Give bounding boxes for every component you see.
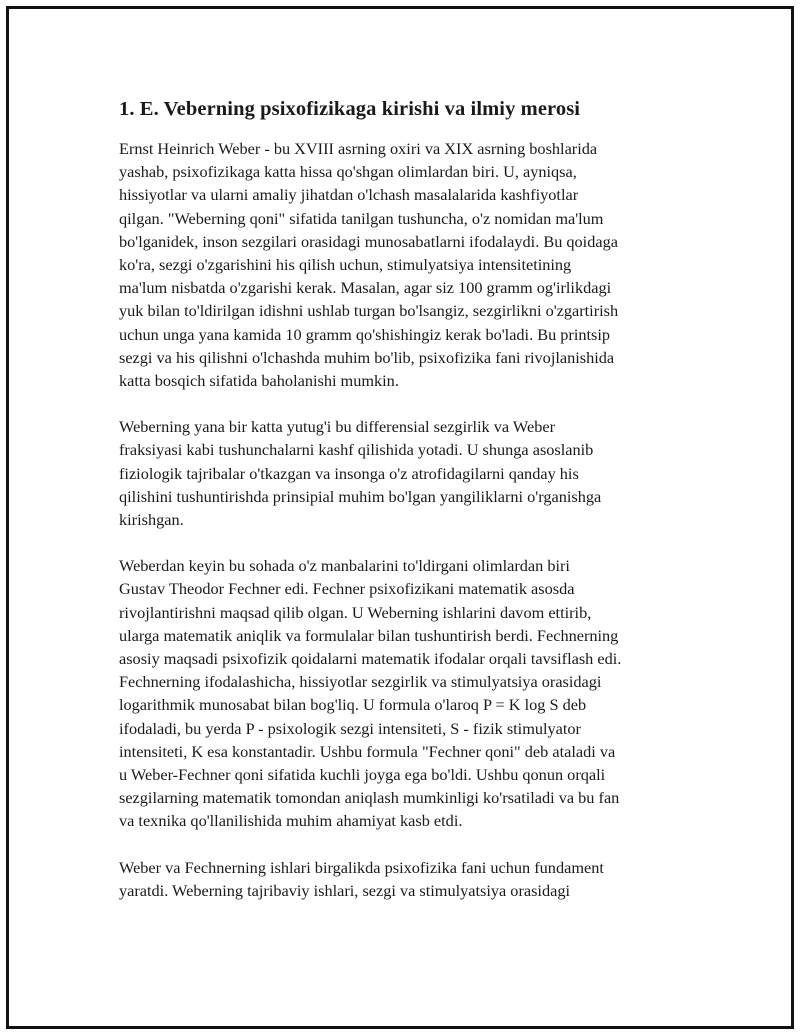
paragraph-fechner: Weberdan keyin bu sohada o'z manbalarini to'ldirgani olimlardan biri Gustav Theodor Fechner edi. Fechner psixofizikani matematik asosda rivojlantirishni maqsad qilib olgan. U Weberning ishlarini davom ettirib, ularga matematik aniqlik va formulalar bilan tushuntirish berdi. Fechnerning asosiy maqsadi psixofizik qoidalarni matematik ifodalar orqali tavsiflash edi. Fechnerning ifodalashicha, hissiyotlar sezgirlik va stimulyatsiya orasidagi logarithmik munosabat bilan bog'liq. U formula o'laroq P = K log S deb ifodaladi, bu yerda P - psixologik sezgi intensiteti, S - fizik stimulyator intensiteti, K esa konstantadir. Ushbu formula "Fechner qoni" deb ataladi va u Weber-Fechner qoni sifatida kuchli joyga ega bo'ldi. Ushbu qonun orqali sezgilarning matematik tomondan aniqlash mumkinligi ko'rsatiladi va bu fan va texnika qo'llanilishida muhim ahamiyat kasb etdi. bbox=[119, 556, 622, 831]
document-page bbox=[6, 6, 794, 1029]
paragraph-weber-law: Ernst Heinrich Weber - bu XVIII asrning oxiri va XIX asrning boshlarida yashab, psixofizikaga katta hissa qo'shgan olimlardan biri. U, ayniqsa, hissiyotlar va ularni amaliy jihatdan o'lchash masalalarida kashfiyotlar qilgan. "Weberning qoni" sifatida tanilgan tushuncha, o'z nomidan ma'lum bo'lganidek, inson sezgilari orasidagi munosabatlarni ifodalaydi. Bu qoidaga ko'ra, sezgi o'zgarishini his qilish uchun, stimulyatsiya intensitetining ma'lum nisbatda o'zgarishi kerak. Masalan, agar siz 100 gramm og'irlikdagi yuk bilan to'ldirilgan idishni ushlab turgan bo'lsangiz, sezgirlikni o'zgartirish uchun unga yana kamida 10 gramm qo'shishingiz kerak bo'ladi. Bu printsip sezgi va his qilishni o'lchashda muhim bo'lib, psixofizika fani rivojlanishida katta bosqich sifatida baholanishi mumkin. bbox=[119, 139, 619, 391]
section-heading: 1. E. Veberning psixofizikaga kirishi va ilmiy merosi bbox=[119, 98, 581, 120]
document-body bbox=[119, 95, 699, 925]
paragraph-weber-fraction: Weberning yana bir katta yutug'i bu differensial sezgirlik va Weber fraksiyasi kabi tushunchalarni kashf qilishida yotadi. U shunga asoslanib fiziologik tajribalar o'tkazgan va insonga o'z atrofidagilarni qanday his qilishini tushuntirishda prinsipial muhim bo'lgan yangiliklarni o'rganishga kirishgan. bbox=[119, 417, 602, 530]
paragraph-foundation: Weber va Fechnerning ishlari birgalikda psixofizika fani uchun fundament yaratdi. Weberning tajribaviy ishlari, sezgi va stimulyatsiya orasidagi bbox=[119, 857, 604, 900]
